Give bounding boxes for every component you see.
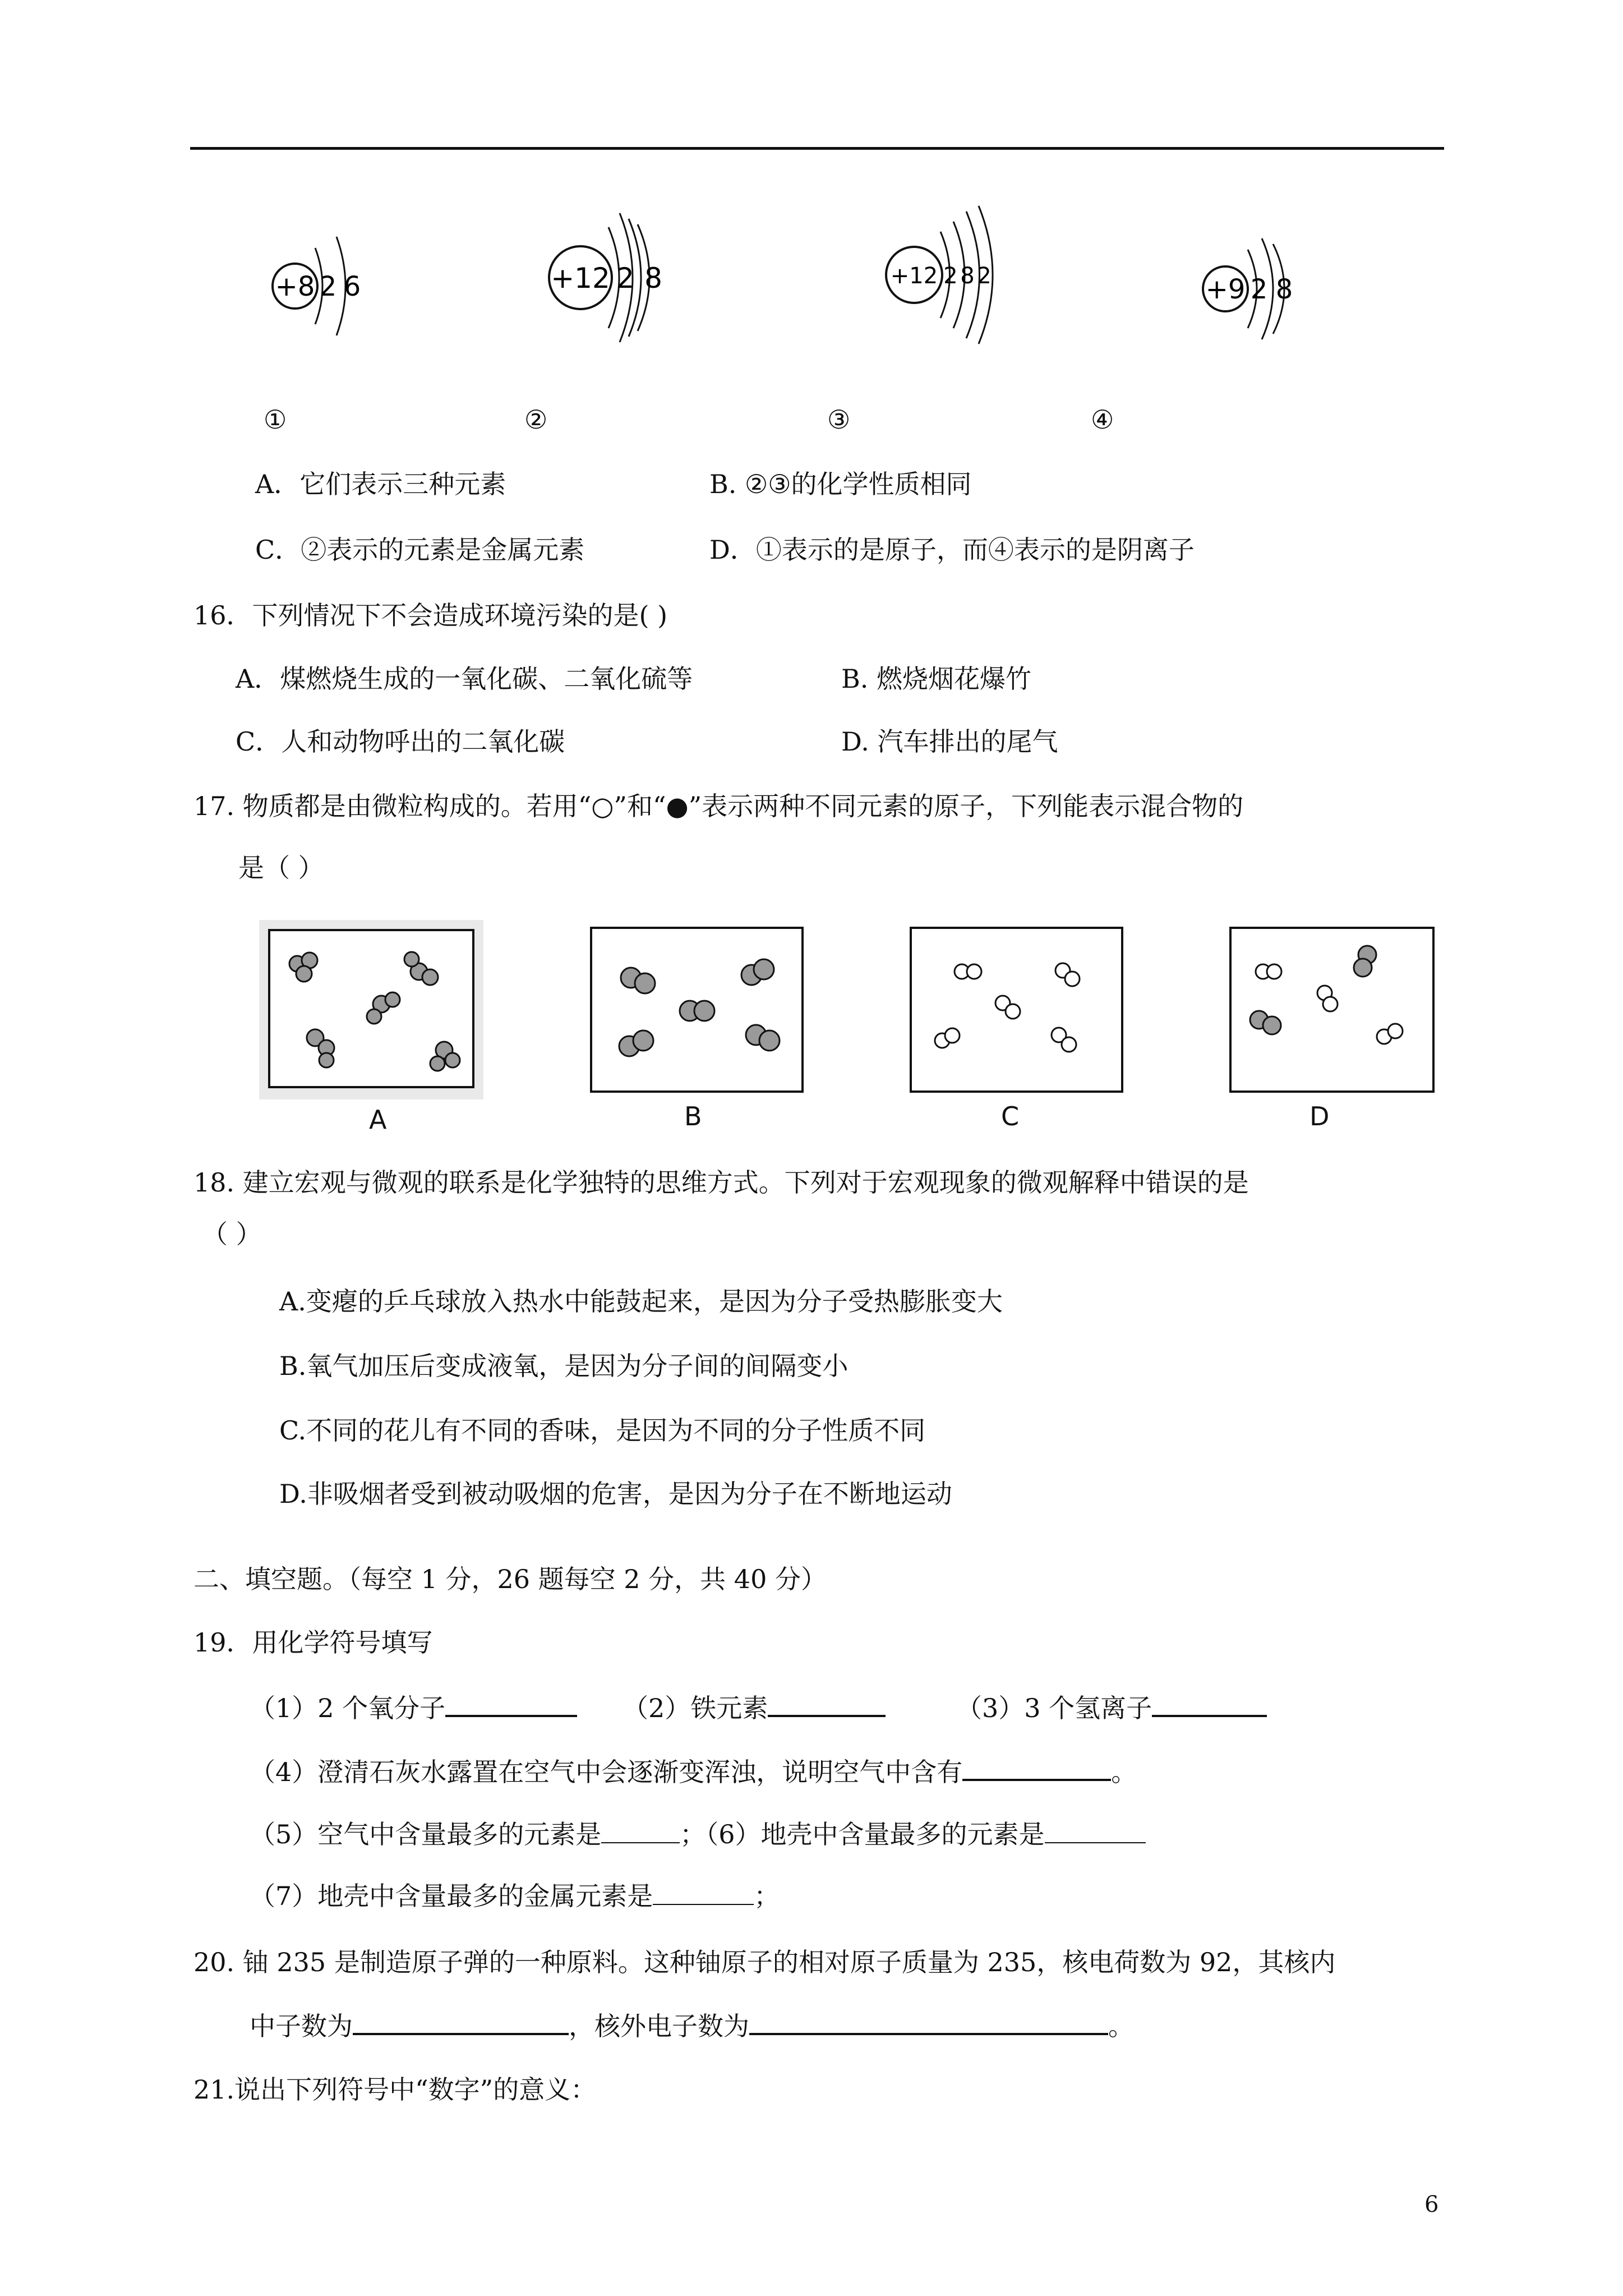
q19-blank-3[interactable] (1152, 1690, 1267, 1717)
q20-label-a: 中子数为 (250, 2011, 353, 2041)
q16-option-b: B. 燃烧烟花爆竹 (841, 664, 1032, 694)
nucleus-charge: +12 (551, 262, 610, 295)
q19-item-7-label: （7）地壳中含量最多的金属元素是 (250, 1881, 653, 1911)
shell-electron-count: 2 (943, 263, 958, 289)
nucleus-charge: +12 (890, 263, 938, 289)
q19-item-3-label: （3）3 个氢离子 (956, 1693, 1152, 1723)
page-number: 6 (1424, 2192, 1439, 2217)
nucleus-charge: +8 (275, 271, 315, 302)
shell-electron-count: 2 (319, 271, 337, 302)
q16-option-d: D. 汽车排出的尾气 (841, 726, 1058, 757)
q19-blank-7[interactable] (653, 1879, 754, 1905)
particle-box-a (259, 920, 483, 1099)
nucleus-charge: +9 (1205, 274, 1246, 305)
diagram-label-1: ① (264, 404, 287, 435)
q18-option-c: C.不同的花儿有不同的香味，是因为不同的分子性质不同 (279, 1415, 926, 1446)
q20-blank-1[interactable] (353, 2008, 569, 2035)
diagram-label-4: ④ (1091, 404, 1114, 435)
shell-electron-count: 2 (616, 262, 634, 295)
header-rule (190, 147, 1444, 150)
q17-stem-line1: 17. 物质都是由微粒构成的。若用“○”和“●”表示两种不同元素的原子，下列能表示混合物的 (193, 791, 1244, 821)
q19-blank-4[interactable] (962, 1754, 1111, 1781)
box-label-d: D (1310, 1101, 1330, 1131)
q15-option-d: D．①表示的是原子，而④表示的是阴离子 (709, 535, 1195, 565)
particle-box-b (589, 926, 805, 1094)
q15-option-a: A．它们表示三种元素 (255, 469, 506, 499)
q19-item-7-end: ； (754, 1881, 780, 1911)
atom-diagram-2 (541, 188, 698, 345)
diagram-label-2: ② (524, 404, 548, 435)
q21-stem: 21.说出下列符号中“数字”的意义： (193, 2074, 597, 2105)
q19-item-5-label: （5）空气中含量最多的元素是 (250, 1819, 602, 1849)
box-label-a: A (369, 1105, 387, 1135)
q19-stem: 19．用化学符号填写 (193, 1627, 433, 1658)
q19-line2 (250, 1754, 1137, 1789)
shell-electron-count: 6 (343, 271, 361, 302)
q20-line2 (250, 2008, 1134, 2043)
q19-line1 (250, 1690, 577, 1725)
q19-blank-2[interactable] (768, 1690, 886, 1717)
q19-blank-1[interactable] (445, 1690, 577, 1717)
box-label-b: B (684, 1101, 702, 1131)
q19-line1c (956, 1690, 1267, 1725)
q20-blank-2[interactable] (749, 2008, 1108, 2035)
q18-option-d: D.非吸烟者受到被动吸烟的危害，是因为分子在不断地运动 (279, 1479, 952, 1509)
q20-line1: 20. 铀 235 是制造原子弹的一种原料。这种铀原子的相对原子质量为 235，核电荷数为 92，其核内 (193, 1947, 1336, 1977)
q19-blank-5[interactable] (601, 1818, 680, 1843)
atom-diagram-3 (878, 199, 1046, 351)
q18-stem-line1: 18. 建立宏观与微观的联系是化学独特的思维方式。下列对于宏观现象的微观解释中错误的是 (193, 1167, 1249, 1198)
atom-diagram-1 (264, 202, 398, 342)
q19-line4 (250, 1879, 780, 1913)
q18-stem-line2: （ ） (202, 1219, 262, 1249)
q19-item-4-label: （4）澄清石灰水露置在空气中会逐渐变浑浊，说明空气中含有 (250, 1757, 963, 1787)
q16-option-c: C．人和动物呼出的二氧化碳 (236, 726, 565, 757)
q17-stem-line2: 是（ ） (238, 853, 324, 883)
shell-electron-count: 8 (1275, 274, 1293, 305)
q20-label-b: ，核外电子数为 (569, 2011, 749, 2041)
shell-electron-count: 2 (977, 263, 992, 289)
shell-electron-count: 8 (644, 262, 662, 295)
q19-blank-6[interactable] (1045, 1818, 1146, 1843)
shell-electron-count: 2 (1250, 274, 1268, 305)
q20-end: 。 (1108, 2011, 1134, 2041)
q19-item-2-label: （2）铁元素 (623, 1693, 768, 1723)
section-heading: 二、填空题。（每空 1 分，26 题每空 2 分，共 40 分） (193, 1564, 827, 1594)
q19-item-5-sep: ； (680, 1819, 706, 1849)
particle-box-d (1228, 926, 1436, 1094)
q16-stem: 16．下列情况下不会造成环境污染的是( ) (193, 600, 668, 631)
q18-option-b: B.氧气加压后变成液氧，是因为分子间的间隔变小 (279, 1351, 849, 1381)
q16-option-a: A．煤燃烧生成的一氧化碳、二氧化硫等 (236, 664, 693, 694)
q15-option-b: B. ②③的化学性质相同 (709, 469, 972, 499)
q19-item-1-label: （1）2 个氧分子 (250, 1693, 446, 1723)
q19-item-6-label: （6）地壳中含量最多的元素是 (706, 1819, 1045, 1849)
q19-line1b (623, 1690, 886, 1725)
shell-electron-count: 8 (960, 263, 975, 289)
atom-diagram-4 (1192, 219, 1326, 353)
box-label-c: C (1001, 1101, 1020, 1131)
q19-item-4-end: 。 (1111, 1757, 1137, 1787)
particle-box-c (909, 926, 1124, 1094)
q19-line3 (250, 1818, 1146, 1851)
q15-option-c: C．②表示的元素是金属元素 (255, 535, 585, 565)
diagram-label-3: ③ (827, 404, 851, 435)
q18-option-a: A.变瘪的乒乓球放入热水中能鼓起来，是因为分子受热膨胀变大 (279, 1286, 1003, 1317)
